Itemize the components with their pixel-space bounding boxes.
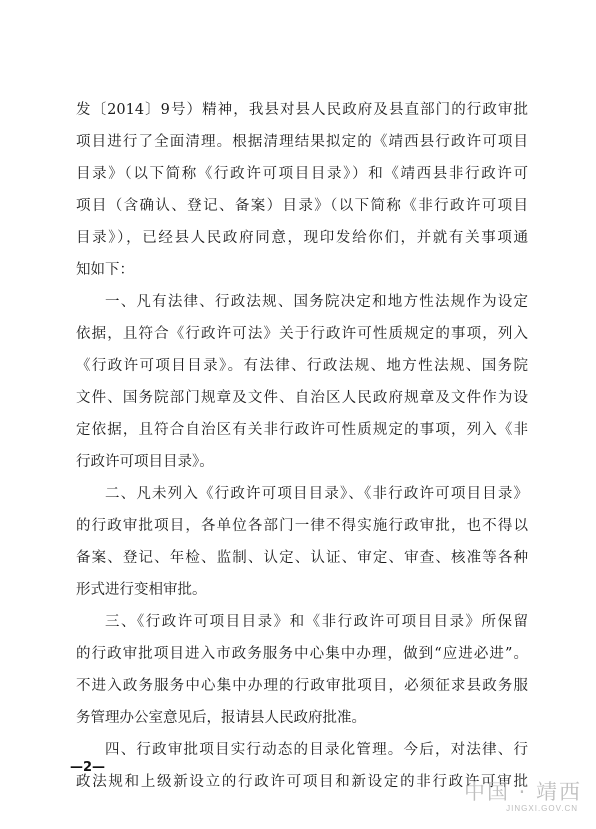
text-line: 的行政审批项目，各单位各部门一律不得实施行政审批，也不得以 (76, 518, 528, 534)
page-number: —2— (70, 760, 106, 775)
paragraph-4-start: 四、行政审批项目实行动态的目录化管理。今后，对法律、行 (105, 742, 528, 758)
paragraph-2-start: 二、凡未列入《行政许可项目目录》、《非行政许可项目目录》 (105, 486, 528, 502)
text-line: 政法规和上级新设立的行政许可项目和新设定的非行政许可审批 (76, 774, 528, 790)
site-watermark (440, 776, 582, 822)
text-line: 依据，且符合《行政许可法》关于行政许可性质规定的事项，列入 (76, 326, 528, 342)
text-line: 的行政审批项目进入市政务服务中心集中办理，做到“应进必进”。 (76, 646, 528, 662)
text-line: 项目进行了全面清理。根据清理结果拟定的《靖西县行政许可项目 (76, 134, 528, 150)
paragraph-1-start: 一、凡有法律、行政法规、国务院决定和地方性法规作为设定 (105, 294, 528, 310)
text-line: 目录》（以下简称《行政许可项目目录》）和《靖西县非行政许可 (76, 166, 528, 182)
paragraph-3-start: 三、《行政许可项目目录》和《非行政许可项目目录》所保留 (105, 614, 528, 630)
text-line: 《行政许可项目目录》。有法律、行政法规、地方性法规、国务院 (76, 358, 528, 374)
text-line: 不进入政务服务中心集中办理的行政审批项目，必须征求县政务服 (76, 678, 528, 694)
text-line: 项目（含确认、登记、备案）目录》（以下简称《非行政许可项目 (76, 198, 528, 214)
text-line: 文件、国务院部门规章及文件、自治区人民政府规章及文件作为设 (76, 390, 528, 406)
text-line: 务管理办公室意见后，报请县人民政府批准。 (76, 710, 366, 726)
document-body (76, 100, 528, 793)
text-line: 行政许可项目目录》。 (76, 454, 214, 470)
text-line: 知如下： (76, 262, 134, 278)
text-line: 备案、登记、年检、监制、认定、认证、审定、审查、核准等各种 (76, 550, 528, 566)
text-line: 形式进行变相审批。 (76, 582, 207, 598)
text-line: 发〔2014〕9号）精神，我县对县人民政府及县直部门的行政审批 (76, 102, 528, 118)
text-line: 定依据，且符合自治区有关非行政许可性质规定的事项，列入《非 (76, 422, 528, 438)
text-line: 目录》），已经县人民政府同意，现印发给你们，并就有关事项通 (76, 230, 528, 246)
watermark-text: 中国 · 靖西 (463, 780, 582, 804)
watermark-url: JINGXI.GOV.CN (506, 804, 578, 813)
